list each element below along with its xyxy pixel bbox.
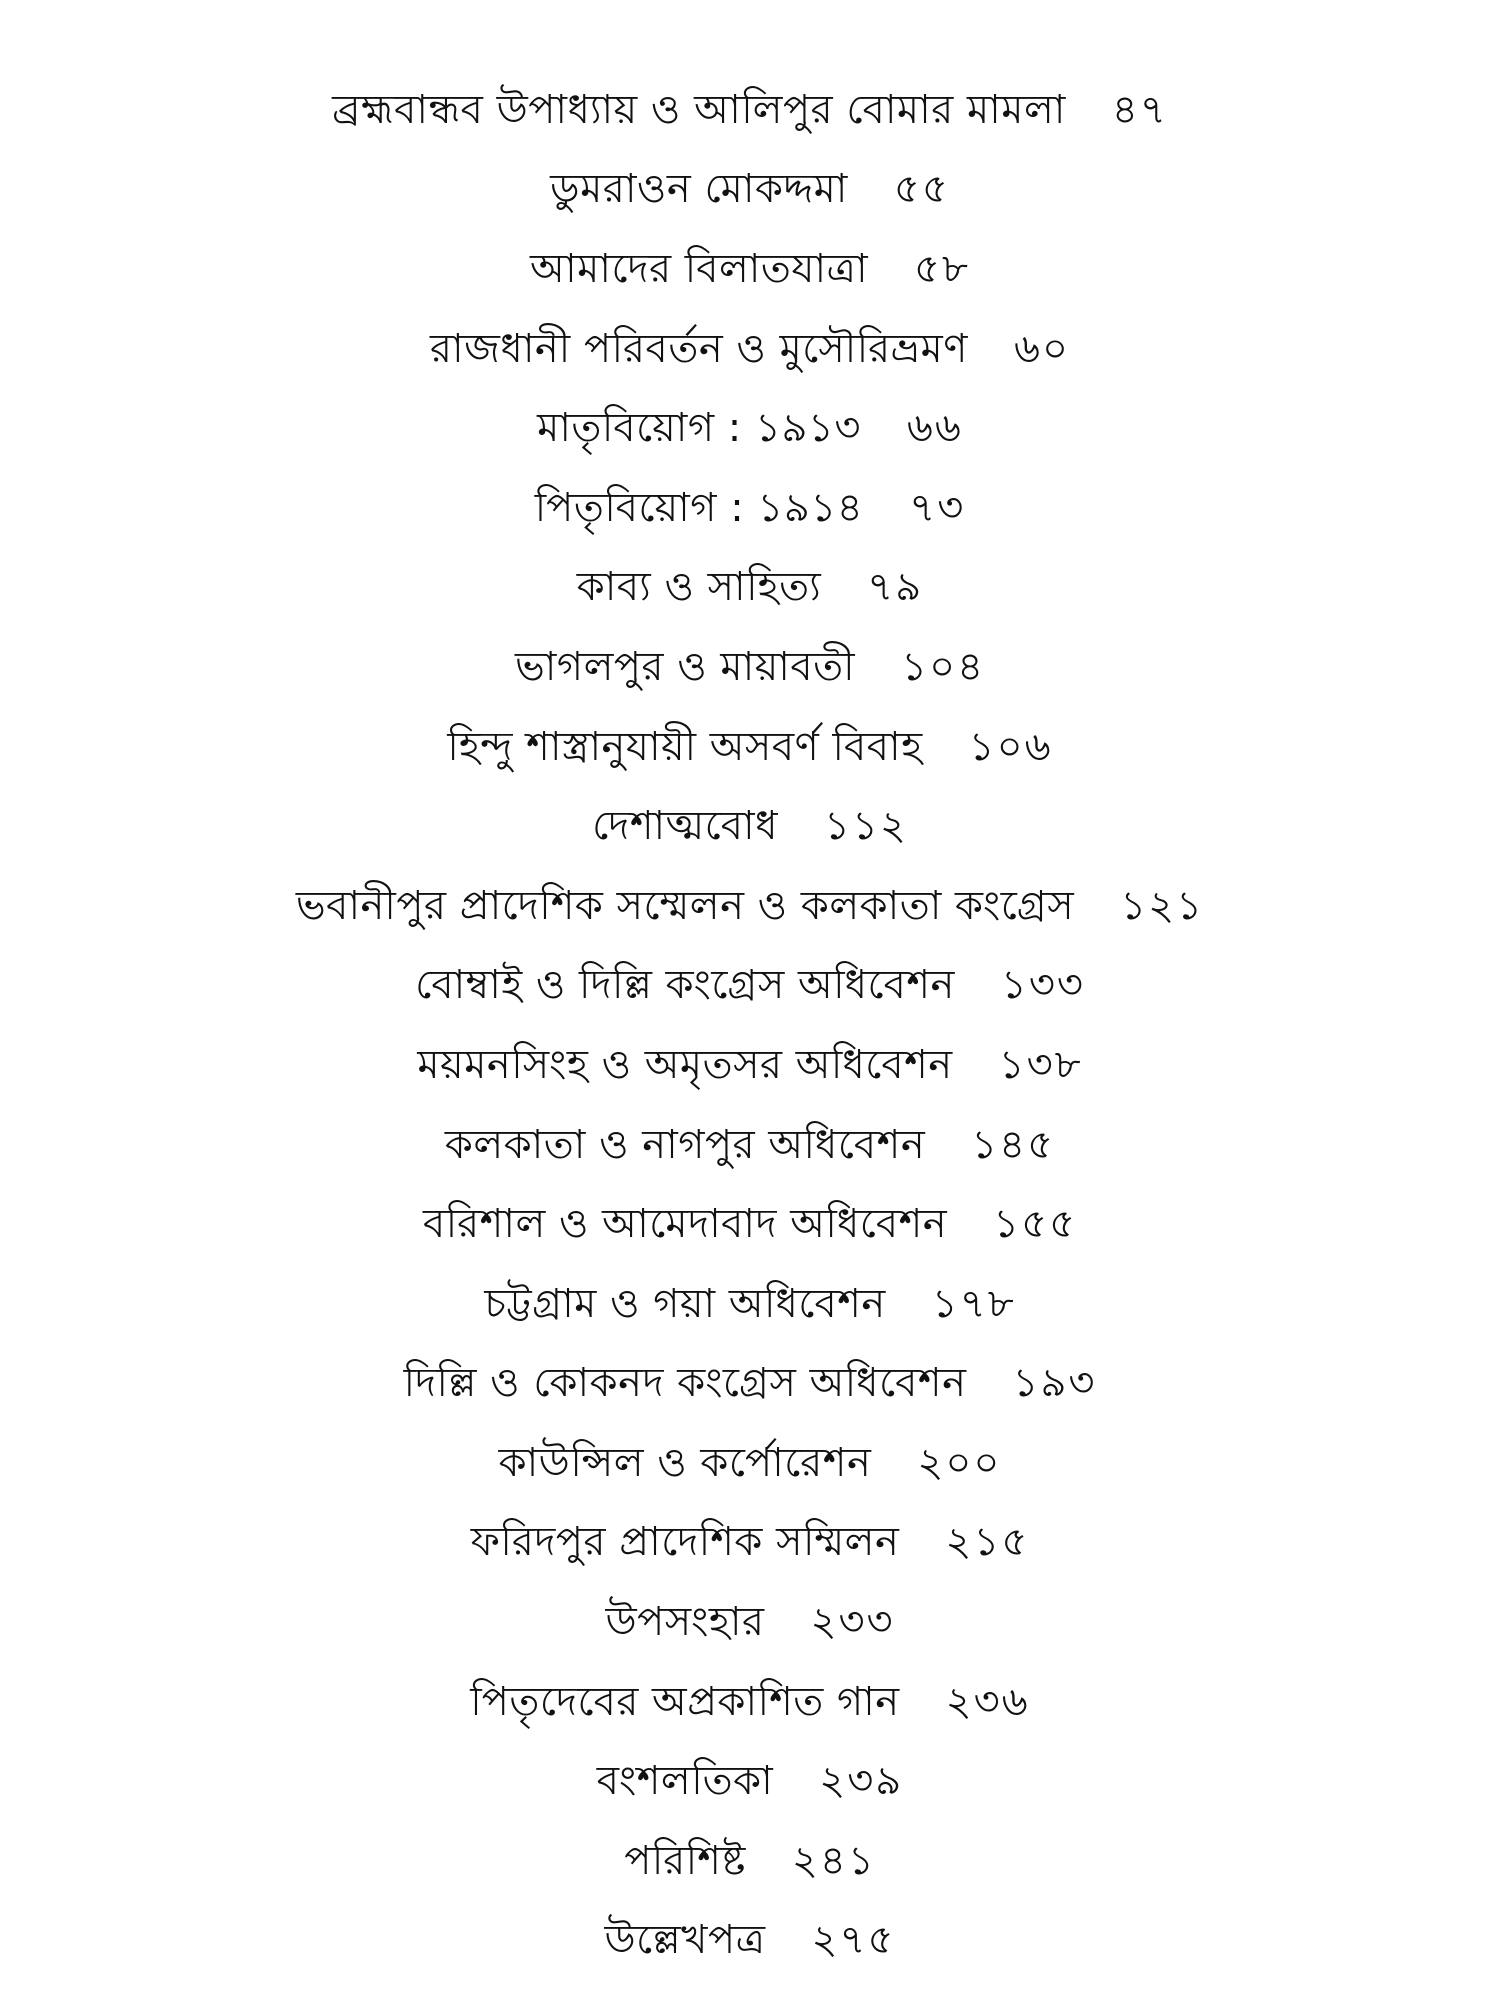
toc-entry-page: ১০৪: [901, 643, 986, 690]
toc-entry: [0, 150, 1500, 230]
toc-entry: [0, 786, 1500, 866]
toc-entry-title: বরিশাল ও আমেদাবাদ অধিবেশন: [422, 1201, 948, 1248]
toc-entry-title: মাতৃবিয়োগ : ১৯১৩: [537, 405, 861, 452]
toc-entry: [0, 548, 1500, 628]
toc-entry-page: ২০০: [917, 1439, 1002, 1486]
toc-entry-title: পিতৃদেবের অপ্রকাশিত গান: [470, 1678, 900, 1725]
toc-entry: [0, 70, 1500, 150]
toc-entry-page: ২৩৩: [810, 1599, 895, 1646]
toc-entry-title: দিল্লি ও কোকনদ কংগ্রেস অধিবেশন: [403, 1360, 967, 1407]
toc-entry-page: ২৩৯: [819, 1758, 904, 1805]
toc-entry: [0, 946, 1500, 1026]
toc-entry-page: ১১২: [824, 803, 908, 850]
toc-entry: [0, 1105, 1500, 1185]
toc-entry-page: ৫৮: [914, 245, 970, 292]
toc-entry: [0, 866, 1500, 946]
toc-entry-title: কাব্য ও সাহিত্য: [576, 564, 822, 611]
toc-entry-page: ৪৭: [1111, 86, 1168, 133]
toc-entry-page: ২৪১: [791, 1837, 876, 1884]
toc-entry-page: ৭৩: [909, 484, 966, 531]
toc-entry-title: দেশাত্মবোধ: [592, 803, 778, 850]
toc-entry: [0, 1901, 1500, 1981]
toc-entry: [0, 388, 1500, 468]
toc-entry-title: ময়মনসিংহ ও অমৃতসর অধিবেশন: [417, 1041, 953, 1088]
toc-entry: [0, 309, 1500, 389]
toc-entry-title: পরিশিষ্ট: [624, 1837, 746, 1884]
toc-entry-title: ভাগলপুর ও মায়াবতী: [514, 643, 856, 690]
toc-entry: [0, 1025, 1500, 1105]
toc-entry-title: ব্রহ্মবান্ধব উপাধ্যায় ও আলিপুর বোমার মামলা: [332, 86, 1066, 133]
toc-entry: [0, 1821, 1500, 1901]
table-of-contents: [0, 70, 1500, 1980]
toc-entry-title: রাজধানী পরিবর্তন ও মুসৌরিভ্রমণ: [430, 325, 968, 372]
toc-entry-page: ১০৬: [968, 723, 1053, 770]
toc-entry-title: কাউন্সিল ও কর্পোরেশন: [498, 1439, 872, 1486]
toc-entry-page: ১৫৫: [993, 1201, 1078, 1248]
toc-entry-page: ১৪৫: [971, 1121, 1056, 1168]
toc-entry-page: ১৭৮: [931, 1280, 1016, 1327]
toc-entry: [0, 1503, 1500, 1583]
toc-entry-page: ৫৫: [893, 166, 950, 213]
toc-entry-title: আমাদের বিলাতযাত্রা: [530, 245, 869, 292]
toc-entry: [0, 627, 1500, 707]
toc-entry-page: ১৩৩: [1000, 962, 1085, 1009]
toc-entry-title: পিতৃবিয়োগ : ১৯১৪: [534, 484, 864, 531]
toc-entry-title: বোম্বাই ও দিল্লি কংগ্রেস অধিবেশন: [415, 962, 955, 1009]
toc-entry-title: হিন্দু শাস্ত্রানুযায়ী অসবর্ণ বিবাহ: [447, 723, 923, 770]
toc-entry: [0, 468, 1500, 548]
toc-entry-page: ২১৫: [945, 1519, 1030, 1566]
toc-entry: [0, 1741, 1500, 1821]
toc-entry-page: ৭৯: [867, 564, 924, 611]
toc-entry: [0, 1582, 1500, 1662]
toc-entry-page: ২৩৬: [945, 1678, 1030, 1725]
toc-entry: [0, 229, 1500, 309]
toc-entry-title: চট্টগ্রাম ও গয়া অধিবেশন: [484, 1280, 886, 1327]
toc-entry: [0, 707, 1500, 787]
toc-entry-title: উপসংহার: [605, 1599, 765, 1646]
toc-entry-title: ফরিদপুর প্রাদেশিক সম্মিলন: [470, 1519, 900, 1566]
toc-entry-title: বংশলতিকা: [596, 1758, 774, 1805]
toc-entry: [0, 1423, 1500, 1503]
toc-entry-page: ১২১: [1120, 882, 1205, 929]
toc-entry: [0, 1264, 1500, 1344]
toc-entry: [0, 1184, 1500, 1264]
toc-entry-page: ১৩৮: [998, 1041, 1083, 1088]
toc-entry-page: ২৭৫: [811, 1917, 896, 1964]
toc-entry-title: উল্লেখপত্র: [604, 1917, 766, 1964]
toc-entry-page: ৬৬: [906, 405, 963, 452]
toc-entry-title: ডুমরাওন মোকদ্দমা: [550, 166, 848, 213]
toc-entry-title: কলকাতা ও নাগপুর অধিবেশন: [444, 1121, 926, 1168]
toc-entry: [0, 1344, 1500, 1424]
toc-entry-title: ভবানীপুর প্রাদেশিক সম্মেলন ও কলকাতা কংগ্রেস: [295, 882, 1075, 929]
toc-entry-page: ৬০: [1013, 325, 1070, 372]
toc-entry-page: ১৯৩: [1012, 1360, 1097, 1407]
toc-entry: [0, 1662, 1500, 1742]
